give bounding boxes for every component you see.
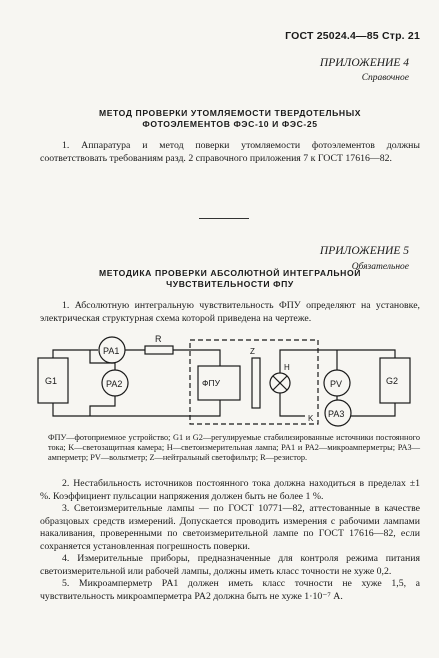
label-r: R — [155, 334, 162, 344]
circuit-diagram — [30, 328, 420, 428]
page-header: ГОСТ 25024.4—85 Стр. 21 — [285, 30, 420, 42]
label-g1: G1 — [45, 376, 58, 386]
section-divider — [199, 218, 249, 219]
pa3-meter-group — [320, 396, 360, 430]
paragraph-3: 3. Светоизмерительные лампы — по ГОСТ 10771—82, аттестованные в качестве образцовых средств измерений. Допускается проводить измерения с рабочими лампами накаливания, проверенными по светоизмерительной лампе по ГОСТ 17616—82, если сохраняется установленная погрешность поверки. — [40, 503, 420, 552]
appendix-5-subtitle: Обязательное — [351, 262, 409, 272]
appendix-5-section-title — [40, 268, 420, 290]
paragraph-2: 2. Нестабильность источников постоянного тока должна находиться в пределах ±1 %. Коэффициент пульсации напряжения должен быть не более 1 %. — [40, 478, 420, 502]
appendix-4-title: ПРИЛОЖЕНИЕ 4 — [319, 57, 409, 69]
label-pa2: PA2 — [106, 379, 123, 389]
paragraph-4: 4. Измерительные приборы, предназначенные для контроля режима питания светоизмерительной или рабочей лампы, должны иметь класс точности не хуже 0,2. — [40, 553, 420, 577]
appendix-4-section-title — [40, 108, 420, 130]
paragraph-text: 1. Аппаратура и метод поверки утомляемости фотоэлементов должны соответствовать требованиям разд. 2 справочного приложения 7 к ГОСТ 17616—82. — [40, 140, 420, 164]
paragraph-text: 1. Абсолютную интегральную чувствительность ФПУ определяют на установке, электрическая структурная схема которой приведена на чертеже. — [40, 300, 420, 324]
section-title-line: МЕТОДИКА ПРОВЕРКИ АБСОЛЮТНОЙ ИНТЕГРАЛЬНОЙ — [98, 268, 362, 278]
label-pa3: PA3 — [328, 409, 345, 419]
diagram-caption: ФПУ—фотоприемное устройство; G1 и G2—регулируемые стабилизированные источники постоянного тока; K—светозащитная камера; H—светоизмерительная лампа; PA1 и PA2—микроамперметры; PA3—амперметр; PV—вольтметр; Z—нейтральный светофильтр; R—резистор. — [48, 433, 420, 463]
section-title-line: МЕТОД ПРОВЕРКИ УТОМЛЯЕМОСТИ ТВЕРДОТЕЛЬНЫХ — [98, 108, 362, 118]
section-title-line: ФОТОЭЛЕМЕНТОВ ФЭС-10 И ФЭС-25 — [142, 119, 318, 129]
appendix-4-subtitle: Справочное — [361, 73, 409, 83]
appendix-5-paragraph-1 — [40, 300, 420, 325]
filter-z — [252, 358, 260, 408]
label-g2: G2 — [386, 376, 399, 386]
appendix-5-title: ПРИЛОЖЕНИЕ 5 — [319, 245, 409, 257]
paragraph-5: 5. Микроамперметр PA1 должен иметь класс точности не хуже 1,5, а чувствительность микроамперметра PA2 должна быть не хуже 1·10⁻⁷ А. — [40, 578, 420, 602]
appendix-4-paragraph — [40, 140, 420, 165]
label-k: K — [308, 414, 314, 423]
label-h: H — [284, 363, 290, 372]
appendix-5-paragraphs — [40, 478, 420, 603]
resistor — [145, 346, 173, 354]
label-fpu: ФПУ — [202, 378, 220, 388]
section-title-line: ЧУВСТВИТЕЛЬНОСТИ ФПУ — [166, 279, 294, 289]
label-z: Z — [250, 347, 255, 356]
label-pa1: PA1 — [103, 346, 120, 356]
label-pv: PV — [330, 379, 343, 389]
